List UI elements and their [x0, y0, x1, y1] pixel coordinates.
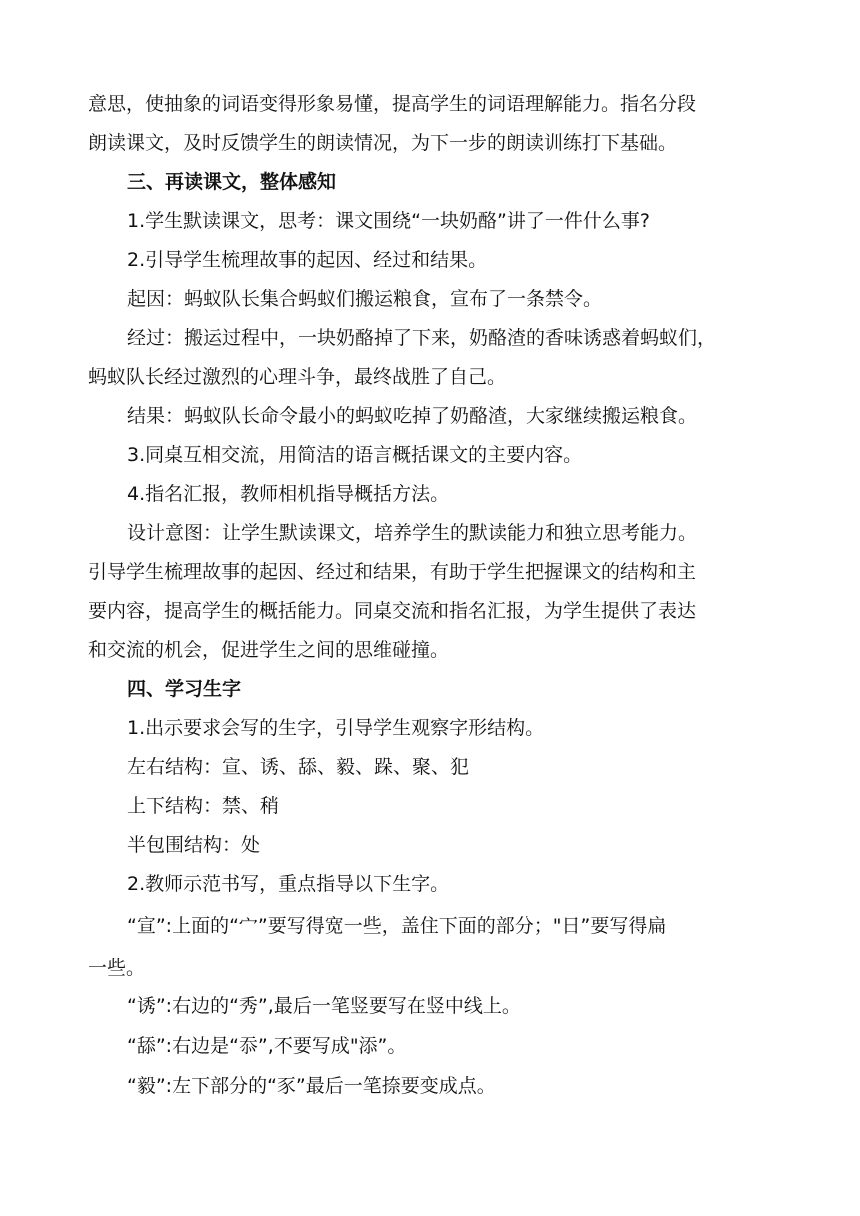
paragraph-line: 结果：蚂蚁队长命令最小的蚂蚁吃掉了奶酪渣，大家继续搬运粮食。	[127, 405, 698, 427]
paragraph-line: 要内容，提高学生的概括能力。同桌交流和指名汇报，为学生提供了表达	[88, 600, 697, 622]
paragraph-line: 2.教师示范书写，重点指导以下生字。	[127, 873, 450, 895]
paragraph-line: 蚂蚁队长经过激烈的心理斗争，最终战胜了自己。	[88, 366, 507, 388]
paragraph-line: 1.学生默读课文，思考：课文围绕“一块奶酪”讲了一件什么事?	[127, 210, 650, 232]
paragraph-line: 意思，使抽象的词语变得形象易懂，提高学生的词语理解能力。指名分段	[88, 93, 697, 115]
paragraph-line: “诱”:右边的“秀”,最后一笔竖要写在竖中线上。	[127, 995, 521, 1017]
paragraph-line: 4.指名汇报，教师相机指导概括方法。	[127, 483, 450, 505]
paragraph-line: 半包围结构：处	[127, 834, 261, 856]
paragraph-line: 朗读课文，及时反馈学生的朗读情况，为下一步的朗读训练打下基础。	[88, 132, 678, 154]
paragraph-line: 左右结构：宣、诱、舔、毅、跺、聚、犯	[127, 756, 470, 778]
paragraph-line: 经过：搬运过程中，一块奶酪掉了下来，奶酪渣的香味诱惑着蚂蚁们，	[127, 327, 717, 349]
paragraph-line: 引导学生梳理故事的起因、经过和结果，有助于学生把握课文的结构和主	[88, 561, 697, 583]
paragraph-line: 和交流的机会，促进学生之间的思维碰撞。	[88, 639, 450, 661]
paragraph-line: 起因：蚂蚁队长集合蚂蚁们搬运粮食，宣布了一条禁令。	[127, 288, 603, 310]
paragraph-line: 上下结构：禁、稍	[127, 795, 280, 817]
paragraph-line: 3.同桌互相交流，用简洁的语言概括课文的主要内容。	[127, 444, 583, 466]
paragraph-line: “舔”:右边是“忝”,不要写成"添”。	[127, 1035, 407, 1057]
paragraph-line: 一些。	[88, 957, 146, 979]
paragraph-line: “毅”:左下部分的“豕”最后一笔捺要变成点。	[127, 1075, 496, 1097]
section-heading: 四、学习生字	[127, 678, 242, 700]
paragraph-line: 2.引导学生梳理故事的起因、经过和结果。	[127, 249, 488, 271]
section-heading: 三、再读课文，整体感知	[127, 171, 337, 193]
paragraph-line: “宣”:上面的“宀”要写得宽一些，盖住下面的部分；"日”要写得扁	[127, 915, 667, 937]
paragraph-line: 1.出示要求会写的生字，引导学生观察字形结构。	[127, 717, 545, 739]
paragraph-line: 设计意图：让学生默读课文，培养学生的默读能力和独立思考能力。	[127, 522, 698, 544]
